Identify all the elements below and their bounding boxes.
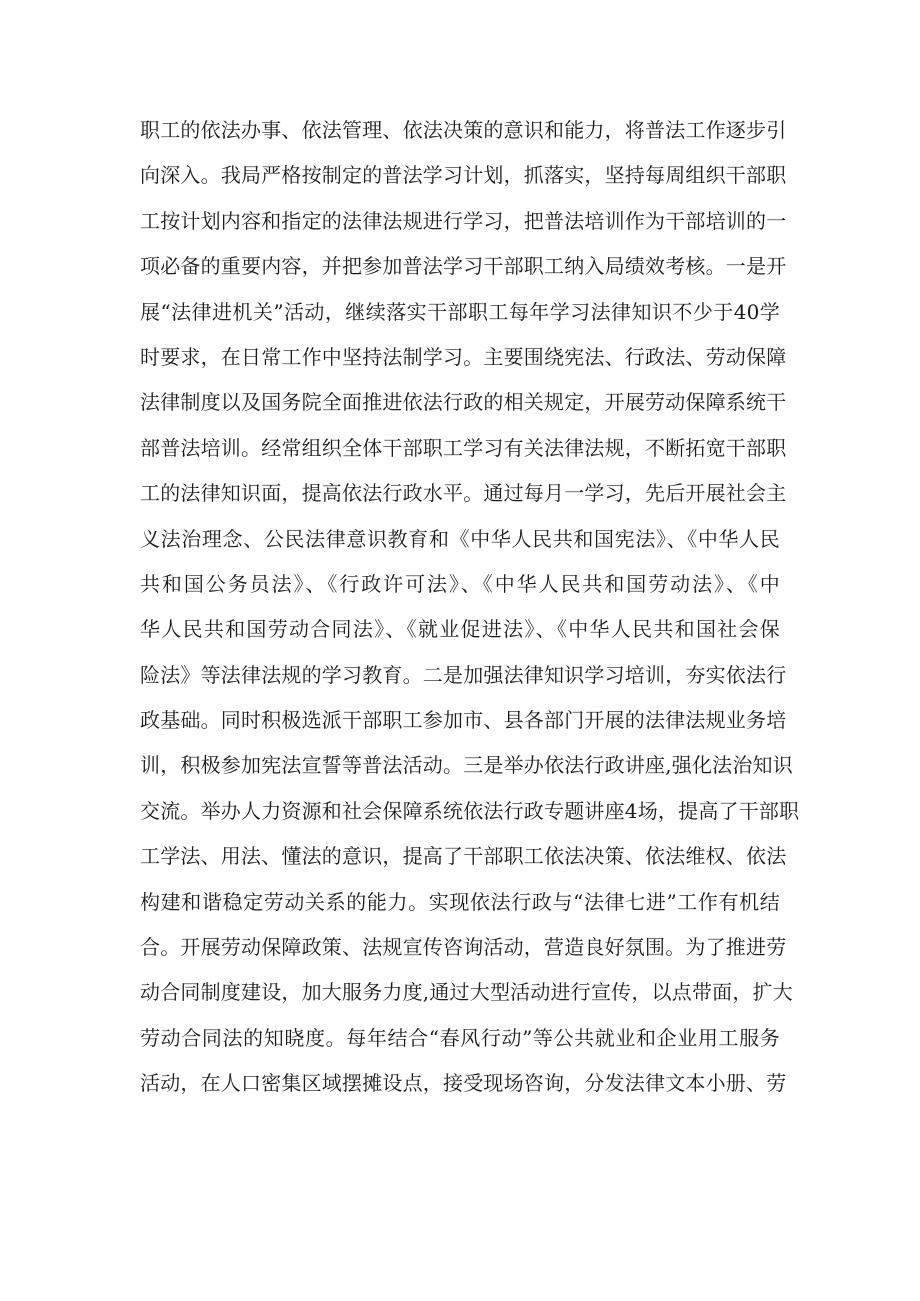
text-line: 共和国公务员法》、《行政许可法》、《中华人民共和国劳动法》、《中	[140, 571, 780, 596]
text-line: 险法》等法律法规的学习教育。二是加强法律知识学习培训，夯实依法行	[140, 662, 787, 687]
text-line: 构建和谐稳定劳动关系的能力。实现依法行政与“法律七进”工作有机结	[140, 889, 780, 914]
text-line: 工学法、用法、懂法的意识，提高了干部职工依法决策、依法维权、依法	[140, 844, 787, 869]
text-line: 向深入。我局严格按制定的普法学习计划，抓落实，坚持每周组织干部职	[140, 163, 787, 188]
text-line: 工的法律知识面，提高依法行政水平。通过每月一学习，先后开展社会主	[140, 481, 787, 506]
text-line: 展“法律进机关”活动，继续落实干部职工每年学习法律知识不少于40学	[140, 299, 780, 324]
text-line: 政基础。同时积极选派干部职工参加市、县各部门开展的法律法规业务培	[140, 708, 787, 733]
text-line: 时要求，在日常工作中坚持法制学习。主要围绕宪法、行政法、劳动保障	[140, 344, 787, 369]
text-line: 动合同制度建设，加大服务力度,通过大型活动进行宣传，以点带面，扩大	[140, 980, 793, 1005]
text-line: 活动，在人口密集区域摆摊设点，接受现场咨询，分发法律文本小册、劳	[140, 1071, 787, 1096]
body-text	[140, 108, 800, 1107]
text-line: 交流。举办人力资源和社会保障系统依法行政专题讲座4场，提高了干部职	[140, 798, 800, 823]
text-line: 工按计划内容和指定的法律法规进行学习，把普法培训作为干部培训的一	[140, 208, 787, 233]
text-line: 合。开展劳动保障政策、法规宣传咨询活动，营造良好氛围。为了推进劳	[140, 935, 787, 960]
text-line: 劳动合同法的知晓度。每年结合“春风行动”等公共就业和企业用工服务	[140, 1025, 780, 1050]
text-line: 义法治理念、公民法律意识教育和《中华人民共和国宪法》、《中华人民	[140, 526, 780, 551]
text-line: 职工的依法办事、依法管理、依法决策的意识和能力，将普法工作逐步引	[140, 118, 787, 142]
text-line: 部普法培训。经常组织全体干部职工学习有关法律法规，不断拓宽干部职	[140, 435, 787, 460]
text-line: 训，积极参加宪法宣誓等普法活动。三是举办依法行政讲座,强化法治知识	[140, 753, 793, 778]
text-line: 法律制度以及国务院全面推进依法行政的相关规定，开展劳动保障系统干	[140, 390, 787, 415]
text-line: 华人民共和国劳动合同法》、《就业促进法》、《中华人民共和国社会保	[140, 617, 780, 642]
text-line: 项必备的重要内容，并把参加普法学习干部职工纳入局绩效考核。一是开	[140, 254, 787, 279]
